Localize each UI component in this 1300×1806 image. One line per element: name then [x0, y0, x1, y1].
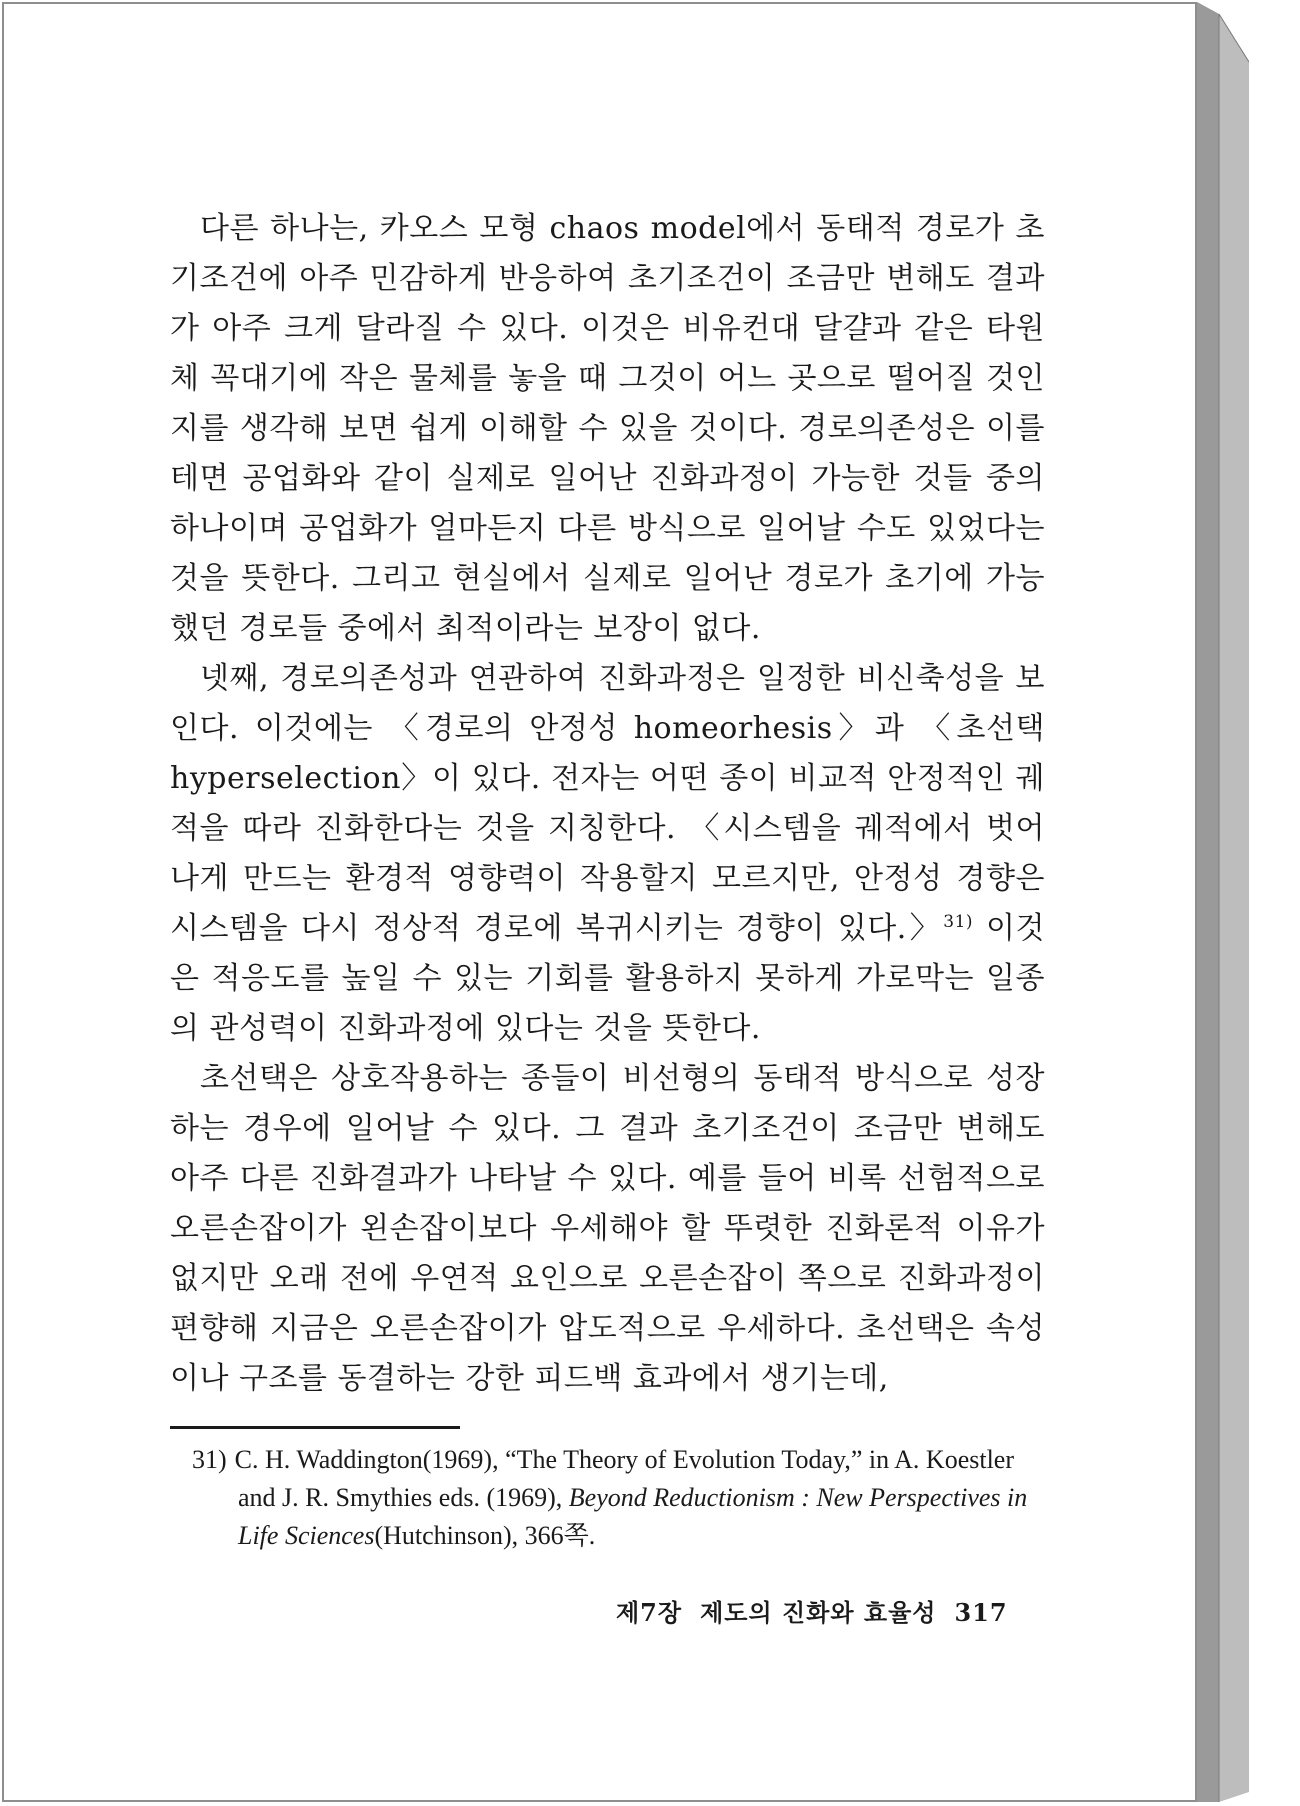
paragraph-3: 초선택은 상호작용하는 종들이 비선형의 동태적 방식으로 성장하는 경우에 일어날 수 있다. 그 결과 초기조건이 조금만 변해도 아주 다른 진화결과가 나타날 수 있다. 예를 들어 비록 선험적으로 오른손잡이가 왼손잡이보다 우세해야 할 뚜렷한 진화론적 이유가 없지만 오래 전에 우연적 요인으로 오른손잡이 쪽으로 진화과정이 편향해 지금은 오른손잡이가 압도적으로 우세하다. 초선택은 속성이나 구조를 동결하는 강한 피드백 효과에서 생기는데,: [170, 1061, 1045, 1396]
footnote-book-title: Beyond Reductionism : New Perspectives in Life Sciences: [238, 1483, 1028, 1550]
book-page: [2, 2, 1197, 1802]
page-stack-edge: [1197, 2, 1249, 1802]
footnote-31: [192, 1441, 1045, 1555]
page-number: 317: [954, 1598, 1008, 1627]
paragraph-2-text: 넷째, 경로의존성과 연관하여 진화과정은 일정한 비신축성을 보인다. 이것에는 〈경로의 안정성 homeorhesis〉과 〈초선택 hyperselection〉이 있다. 전자는 어떤 종이 비교적 안정적인 궤적을 따라 진화한다는 것을 지칭한다. 〈시스템을 궤적에서 벗어나게 만드는 환경적 영향력이 작용할지 모르지만, 안정성 경향은 시스템을 다시 정상적 경로에 복귀시키는 경향이 있다.〉: [170, 661, 1045, 946]
running-footer: [616, 1593, 1008, 1628]
footnote-reference: 31): [943, 912, 974, 932]
footnote-divider: [170, 1426, 460, 1429]
paragraph-2-continuation: 이것은 적응도를 높일 수 있는 기회를 활용하지 못하게 가로막는 일종의 관성력이 진화과정에 있다는 것을 뜻한다.: [170, 911, 1046, 1046]
footer-chapter-title: 제도의 진화와 효율성: [700, 1598, 937, 1627]
paragraph-2: [170, 654, 1045, 1054]
footnote-citation: C. H. Waddington(1969), “The Theory of Evolution Today,” in A. Koestler and J. R. Smythies eds. (1969),: [234, 1445, 1014, 1512]
footer-chapter: 제7장: [616, 1598, 683, 1627]
footnote-publisher: (Hutchinson), 366쪽.: [374, 1521, 596, 1550]
footnotes: [170, 1441, 1045, 1555]
paragraph-1: 다른 하나는, 카오스 모형 chaos model에서 동태적 경로가 초기조건에 아주 민감하게 반응하여 초기조건이 조금만 변해도 결과가 아주 크게 달라질 수 있다. 이것은 비유컨대 달걀과 같은 타원체 꼭대기에 작은 물체를 놓을 때 그것이 어느 곳으로 떨어질 것인지를 생각해 보면 쉽게 이해할 수 있을 것이다. 경로의존성은 이를테면 공업화와 같이 실제로 일어난 진화과정이 가능한 것들 중의 하나이며 공업화가 얼마든지 다른 방식으로 일어날 수도 있었다는 것을 뜻한다. 그리고 현실에서 실제로 일어난 경로가 초기에 가능했던 경로들 중에서 최적이라는 보장이 없다.: [170, 211, 1045, 646]
footnote-number: 31): [192, 1445, 227, 1474]
page-body: [170, 204, 1045, 1555]
